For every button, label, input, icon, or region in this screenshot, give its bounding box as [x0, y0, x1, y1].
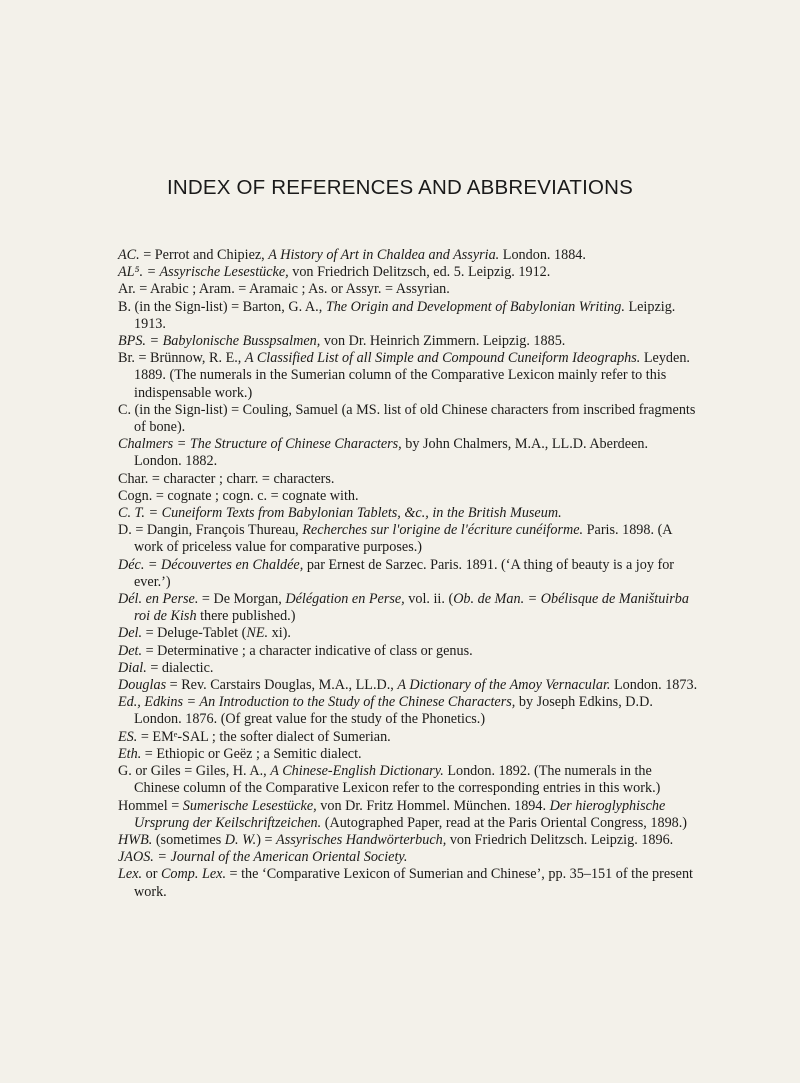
entry-text-segment: C. (in the Sign-list) = Couling, Samuel (a MS. list of old Chinese characters from inscribed fragments of bone). — [118, 401, 696, 436]
abbreviation-entry — [118, 763, 698, 797]
entry-text-segment: G. or Giles = Giles, H. A., — [118, 763, 271, 780]
entry-text-segment: = Ethiopic or Geëz ; a Semitic dialect. — [141, 745, 362, 762]
entry-text-segment: von Dr. Heinrich Zimmern. Leipzig. 1885. — [320, 333, 566, 350]
entry-text-segment: B. (in the Sign-list) = Barton, G. A., — [118, 298, 326, 315]
abbreviation-list — [118, 247, 698, 901]
entry-text-segment: NE. — [246, 625, 269, 642]
entry-text-segment: Dial. — [118, 659, 147, 676]
abbreviation-entry — [118, 660, 698, 677]
entry-text-segment: xi). — [268, 625, 291, 642]
entry-text-segment: vol. ii. ( — [404, 591, 454, 608]
entry-text-segment: by Joseph Edkins, D.D. London. 1876. (Of great value for the study of the Phonetics.) — [134, 694, 653, 728]
entry-text-segment: Hommel = — [118, 797, 183, 814]
entry-text-segment: von Dr. Fritz Hommel. München. 1894. — [316, 797, 550, 814]
entry-text-segment: = De Morgan, — [198, 591, 286, 608]
entry-text-segment: Lex. — [118, 866, 143, 883]
abbreviation-entry — [118, 798, 698, 832]
entry-text-segment: A History of Art in Chaldea and Assyria. — [268, 247, 500, 263]
entry-text-segment: von Friedrich Delitzsch. Leipzig. 1896. — [446, 831, 674, 848]
abbreviation-entry — [118, 591, 698, 625]
abbreviation-entry — [118, 505, 698, 522]
entry-text-segment: Ar. = Arabic ; Aram. = Aramaic ; As. or Assyr. = Assyrian. — [118, 281, 450, 298]
entry-text-segment: Del. — [118, 625, 143, 642]
abbreviation-entry — [118, 522, 698, 556]
abbreviation-entry — [118, 729, 698, 746]
abbreviation-entry — [118, 643, 698, 660]
entry-text-segment: AC. — [118, 247, 140, 263]
entry-text-segment: par Ernest de Sarzec. Paris. 1891. (‘A thing of beauty is a joy for ever.’) — [134, 556, 675, 590]
entry-text-segment: AL⁵. = Assyrische Lesestücke, — [118, 264, 289, 281]
entry-text-segment: Eth. — [118, 745, 142, 762]
entry-text-segment: A Dictionary of the Amoy Vernacular. — [397, 677, 611, 694]
entry-text-segment: ES. — [118, 728, 138, 745]
entry-text-segment: Ed., Edkins = An Introduction to the Study of the Chinese Characters, — [118, 694, 516, 711]
abbreviation-entry — [118, 694, 698, 728]
abbreviation-entry — [118, 832, 698, 849]
entry-text-segment: = Perrot and Chipiez, — [139, 247, 269, 263]
entry-text-segment: Déc. = Découvertes en Chaldée, — [118, 556, 304, 573]
entry-text-segment: A Chinese-English Dictionary. — [270, 763, 444, 780]
abbreviation-entry — [118, 264, 698, 281]
abbreviation-entry — [118, 436, 698, 470]
abbreviation-entry — [118, 281, 698, 298]
entry-text-segment: ) = — [256, 831, 277, 848]
entry-text-segment: Leipzig. 1913. — [134, 298, 676, 332]
entry-text-segment: Der hieroglyphische Ursprung der Keilschriftzeichen. — [134, 797, 666, 831]
abbreviation-entry — [118, 557, 698, 591]
entry-text-segment: (Autographed Paper, read at the Paris Oriental Congress, 1898.) — [321, 814, 688, 831]
entry-text-segment: = the ‘Comparative Lexicon of Sumerian and Chinese’, pp. 35–151 of the present work. — [134, 866, 694, 900]
entry-text-segment: or — [142, 866, 161, 883]
abbreviation-entry — [118, 866, 698, 900]
entry-text-segment: Paris. 1898. (A work of priceless value for comparative purposes.) — [134, 522, 672, 556]
abbreviation-entry — [118, 488, 698, 505]
abbreviation-entry — [118, 299, 698, 333]
entry-text-segment: Délégation en Perse, — [285, 591, 405, 608]
entry-text-segment: London. 1892. (The numerals in the Chinese column of the Comparative Lexicon refer to the corresponding entries in this work.) — [134, 763, 661, 797]
abbreviation-entry — [118, 746, 698, 763]
entry-text-segment: D. = Dangin, François Thureau, — [118, 522, 303, 539]
entry-text-segment: A Classified List of all Simple and Compound Cuneiform Ideographs. — [244, 350, 641, 367]
entry-text-segment: London. 1873. — [610, 677, 698, 694]
entry-text-segment: = EMᵉ-SAL ; the softer dialect of Sumerian. — [137, 728, 391, 745]
abbreviation-entry — [118, 333, 698, 350]
entry-text-segment: Dél. en Perse. — [118, 591, 199, 608]
entry-text-segment: Douglas — [118, 677, 167, 694]
entry-text-segment: HWB. — [118, 831, 153, 848]
entry-text-segment: = dialectic. — [146, 659, 214, 676]
entry-text-segment: Assyrisches Handwörterbuch, — [276, 831, 447, 848]
entry-text-segment: Sumerische Lesestücke, — [182, 797, 317, 814]
entry-text-segment: Recherches sur l'origine de l'écriture cunéiforme. — [302, 522, 584, 539]
entry-text-segment: London. 1884. — [499, 247, 586, 263]
abbreviation-entry — [118, 247, 698, 264]
page-title: INDEX OF REFERENCES AND ABBREVIATIONS — [166, 176, 634, 199]
entry-text-segment: = Determinative ; a character indicative of class or genus. — [142, 642, 473, 659]
abbreviation-entry — [118, 471, 698, 488]
entry-text-segment: Cogn. = cognate ; cogn. c. = cognate with. — [118, 487, 359, 504]
entry-text-segment: Comp. Lex. — [160, 866, 226, 883]
entry-text-segment: (sometimes — [152, 831, 225, 848]
entry-text-segment: BPS. = Babylonische Busspsalmen, — [118, 333, 321, 350]
abbreviation-entry — [118, 677, 698, 694]
entry-text-segment: JAOS. = Journal of the American Oriental Society. — [118, 849, 408, 866]
entry-text-segment: = Deluge-Tablet ( — [142, 625, 247, 642]
entry-text-segment: Ob. de Man. = Obélisque de Maništuirba roi de Kish — [134, 591, 689, 625]
entry-text-segment: The Origin and Development of Babylonian Writing. — [325, 298, 625, 315]
entry-text-segment: von Friedrich Delitzsch, ed. 5. Leipzig. 1912. — [288, 264, 551, 281]
abbreviation-entry — [118, 625, 698, 642]
entry-text-segment: Leyden. 1889. (The numerals in the Sumerian column of the Comparative Lexicon mainly refer to this indispensable work.) — [134, 350, 690, 401]
entry-text-segment: C. T. = Cuneiform Texts from Babylonian Tablets, &c., in the British Museum. — [118, 505, 562, 522]
entry-text-segment: there published.) — [196, 608, 296, 625]
entry-text-segment: D. W. — [224, 831, 257, 848]
abbreviation-entry — [118, 350, 698, 402]
entry-text-segment: = Rev. Carstairs Douglas, M.A., LL.D., — [166, 677, 398, 694]
entry-text-segment: by John Chalmers, M.A., LL.D. Aberdeen. London. 1882. — [134, 436, 649, 470]
entry-text-segment: Chalmers = The Structure of Chinese Characters, — [118, 436, 402, 453]
entry-text-segment: Br. = Brünnow, R. E., — [118, 350, 245, 367]
abbreviation-entry — [118, 402, 698, 436]
entry-text-segment: Char. = character ; charr. = characters. — [118, 470, 335, 487]
entry-text-segment: Det. — [118, 642, 143, 659]
abbreviation-entry — [118, 849, 698, 866]
